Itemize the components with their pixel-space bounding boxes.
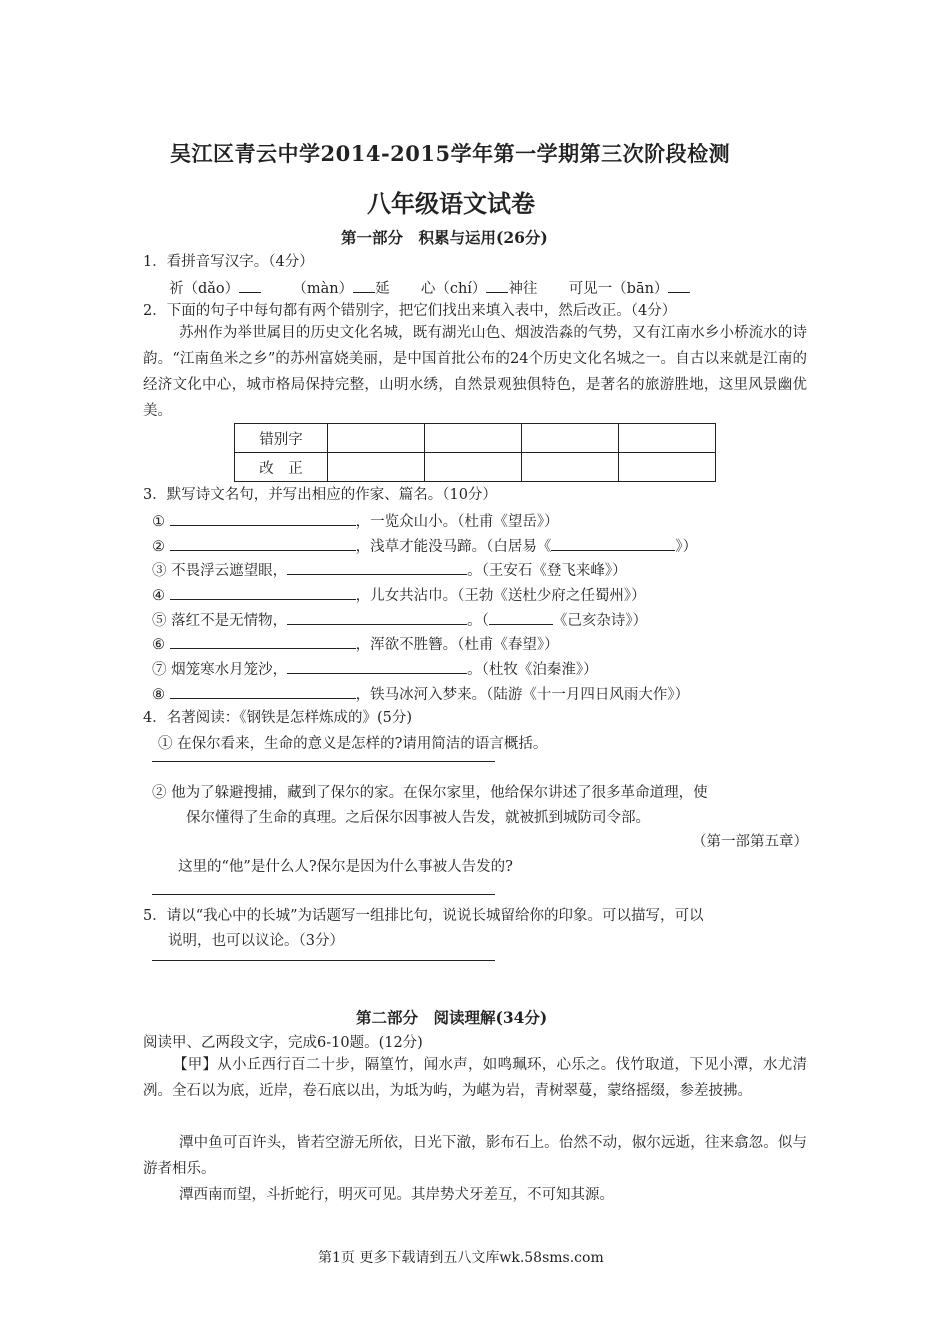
- q3-line-5: ⑤ 落红不是无情物， 。（ 《己亥杂诗》）: [152, 610, 647, 630]
- q4-question: 这里的“他”是什么人?保尔是因为什么事被人告发的?: [178, 859, 513, 875]
- error-table: [234, 423, 716, 482]
- q1-items: [169, 278, 690, 298]
- answer-blank[interactable]: [170, 536, 356, 551]
- error-table-cell[interactable]: [619, 424, 716, 453]
- answer-blank[interactable]: [486, 278, 508, 293]
- error-table-label-wrong: 错别字: [235, 424, 328, 453]
- q1-prompt: 1．看拼音写汉字。（4分）: [143, 254, 314, 270]
- q3-line-3: ③ 不畏浮云遮望眼， 。（王安石《登飞来峰》）: [152, 560, 627, 580]
- error-table-cell[interactable]: [522, 424, 619, 453]
- exam-title: 吴江区青云中学2014-2015学年第一学期第三次阶段检测: [170, 141, 731, 166]
- q3-prompt: 3．默写诗文名句，并写出相应的作家、篇名。（10分）: [143, 487, 497, 503]
- q3-line-1: ① ，一览众山小。（杜甫《望岳》）: [152, 511, 559, 531]
- reading-para-2: 潭中鱼可百许头，皆若空游无所依，日光下澈，影布石上。佁然不动，俶尔远逝，往来翕忽。似与游者相乐。: [143, 1135, 807, 1177]
- answer-line[interactable]: [152, 960, 495, 961]
- q1-item-3: 心（chí） 神往: [421, 281, 538, 297]
- error-table-label-correct: 改 正: [235, 453, 328, 482]
- answer-blank[interactable]: [170, 585, 356, 600]
- q1-item-2: （màn） 延: [292, 281, 389, 297]
- answer-blank[interactable]: [170, 634, 356, 649]
- answer-blank[interactable]: [287, 659, 467, 674]
- answer-blank[interactable]: [287, 610, 467, 625]
- q3-line-7: ⑦ 烟笼寒水月笼沙， 。（杜牧《泊秦淮》）: [152, 659, 598, 679]
- q5-line2: 说明，也可以议论。（3分）: [168, 933, 344, 949]
- q4-sub2-line2: 保尔懂得了生命的真理。之后保尔因事被人告发，就被抓到城防司令部。: [186, 810, 650, 826]
- q4-source: （第一部第五章）: [692, 834, 808, 850]
- answer-blank[interactable]: [287, 560, 467, 575]
- q4-prompt: 4．名著阅读：《钢铁是怎样炼成的》(5分): [143, 710, 413, 726]
- error-table-cell[interactable]: [425, 424, 522, 453]
- part1-heading: 第一部分 积累与运用(26分): [341, 228, 548, 247]
- answer-blank[interactable]: [353, 278, 375, 293]
- page-footer: 第1页 更多下载请到五八文库wk.58sms.com: [318, 1250, 604, 1266]
- error-table-cell[interactable]: [522, 453, 619, 482]
- reading-para-3: 潭西南而望，斗折蛇行，明灭可见。其岸势犬牙差互，不可知其源。: [179, 1187, 614, 1203]
- q3-line-8: ⑧ ，铁马冰河入梦来。（陆游《十一月四日风雨大作》）: [152, 684, 689, 704]
- answer-line[interactable]: [152, 894, 495, 895]
- q3-line-4: ④ ，儿女共沾巾。（王勃《送杜少府之任蜀州》）: [152, 585, 646, 605]
- q3-line-6: ⑥ ，浑欲不胜簪。（杜甫《春望》）: [152, 634, 559, 654]
- q3-line-2: ② ，浅草才能没马蹄。（白居易《 》）: [152, 536, 697, 556]
- q1-item-4: 可见一（bān）: [569, 281, 691, 297]
- answer-line[interactable]: [152, 761, 495, 762]
- answer-blank[interactable]: [489, 610, 553, 625]
- part2-heading: 第二部分 阅读理解(34分): [356, 1008, 548, 1027]
- q2-passage: 苏州作为举世属目的历史文化名城，既有湖光山色、烟波浩淼的气势，又有江南水乡小桥流水的诗韵。“江南鱼米之乡”的苏州富娆美丽，是中国首批公布的24个历史文化名城之一。自古以来就是江南的经济文化中心，城市格局保持完整，山明水绣，自然景观独俱特色，是著名的旅游胜地，这里风景幽优美。: [143, 325, 807, 419]
- q4-sub2-line1: ② 他为了躲避搜捕，藏到了保尔的家。在保尔家里，他给保尔讲述了很多革命道理，使: [152, 785, 708, 801]
- q1-item-1: 祈（dǎo）: [169, 281, 261, 297]
- answer-blank[interactable]: [239, 278, 261, 293]
- q5-line1: 5．请以“我心中的长城”为话题写一组排比句，说说长城留给你的印象。可以描写，可以: [143, 908, 704, 924]
- answer-blank[interactable]: [170, 684, 356, 699]
- answer-blank[interactable]: [668, 278, 690, 293]
- error-table-cell[interactable]: [619, 453, 716, 482]
- error-table-cell[interactable]: [425, 453, 522, 482]
- q2-prompt: 2．下面的句子中每句都有两个错别字，把它们找出来填入表中，然后改正。（4分）: [143, 303, 677, 319]
- reading-para-1: 【甲】从小丘西行百二十步，隔篁竹，闻水声，如鸣珮环，心乐之。伐竹取道，下见小潭，水尤清冽。全石以为底，近岸，卷石底以出，为坻为屿，为嵁为岩，青树翠蔓，蒙络摇缀，参差披拂。: [143, 1057, 807, 1099]
- answer-blank[interactable]: [170, 511, 356, 526]
- exam-subtitle: 八年级语文试卷: [367, 189, 535, 218]
- q4-sub1: ① 在保尔看来，生命的意义是怎样的?请用简洁的语言概括。: [158, 736, 548, 752]
- error-table-cell[interactable]: [328, 424, 425, 453]
- part2-intro: 阅读甲、乙两段文字，完成6-10题。(12分): [143, 1035, 423, 1051]
- error-table-cell[interactable]: [328, 453, 425, 482]
- answer-blank[interactable]: [551, 536, 675, 551]
